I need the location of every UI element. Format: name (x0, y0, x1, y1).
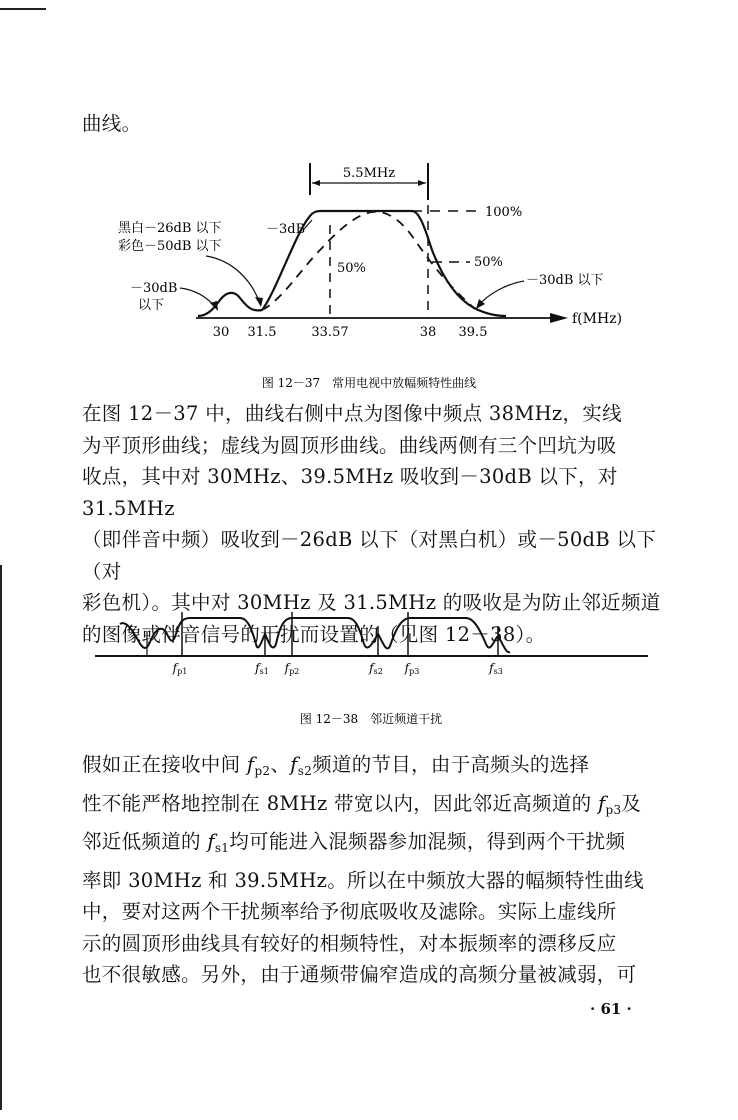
p2-line (82, 826, 664, 865)
p2-text: 、 (270, 753, 291, 776)
p2-text: 均可能进入混频器参加混频，得到两个干扰频 (229, 830, 626, 853)
label-50-left: 50% (337, 261, 366, 276)
p1-line: 的图像或伴音信号的干扰而设置的（见图 12－38）。 (82, 622, 546, 646)
tick-label-30: 30 (212, 325, 230, 340)
symbol-f: f (207, 830, 215, 853)
p1-line: 在图 12－37 中，曲线右侧中点为图像中频点 38MHz，实线 (82, 402, 622, 425)
p2-text: 假如正在接收中间 (82, 753, 247, 776)
symbol-sub: s1 (214, 841, 230, 855)
label-100: 100% (485, 205, 523, 220)
symbol-f: f (597, 791, 606, 815)
p2-text: 及 (621, 791, 642, 815)
bandwidth-label: 5.5MHz (342, 166, 396, 181)
p2-line: 示的圆顶形曲线具有较好的相频特性，对本振频率的漂移反应 (82, 931, 617, 955)
label-fs2: fs2 (369, 661, 383, 676)
p2-text: 频道的节目，由于高频头的选择 (312, 753, 590, 776)
symbol-sub: p3 (605, 802, 622, 817)
label-right-30db: －30dB 以下 (526, 273, 604, 288)
tick-label-33-57: 33.57 (311, 325, 349, 340)
p1-line: （即伴音中频）吸收到－26dB 以下（对黑白机）或－50dB 以下（对 (82, 528, 657, 583)
label-bw: 黑白－26dB 以下 (118, 221, 222, 236)
pointer-39-5 (478, 281, 524, 306)
label-minus3db: －3dB (266, 222, 306, 237)
bw-arrow-right (418, 180, 426, 186)
symbol-sub: s2 (297, 764, 313, 778)
pointer-31-5-head (255, 297, 263, 307)
label-50-right: 50% (474, 255, 503, 270)
tick-label-39-5: 39.5 (458, 325, 488, 340)
paragraph-1 (82, 398, 664, 650)
p2-line: 中，要对这两个干扰频率给予彻底吸收及滤除。实际上虚线所 (82, 900, 617, 923)
label-fp3: fp3 (404, 661, 420, 676)
figure1-caption: 图 12－37 常用电视中放幅频特性曲线 (261, 376, 477, 390)
label-left-30db-2: 以下 (138, 298, 165, 313)
p2-text: 邻近低频道的 (82, 830, 208, 853)
p2-line (82, 749, 664, 788)
page-number: · 61 · (590, 1000, 632, 1018)
label-fp2: fp2 (284, 661, 300, 676)
axis-arrow (550, 313, 568, 323)
label-fs3: fs3 (489, 661, 503, 676)
p2-line: 率即 30MHz 和 39.5MHz。所以在中频放大器的幅频特性曲线 (82, 868, 645, 892)
tick-label-38: 38 (419, 325, 437, 340)
top-text: 曲线。 (82, 112, 142, 135)
p1-line: 收点，其中对 30MHz、39.5MHz 吸收到－30dB 以下，对 31.5MHz (82, 465, 618, 520)
bw-arrow-left (312, 180, 320, 186)
p1-line: 为平顶形曲线；虚线为圆顶形曲线。曲线两侧有三个凹坑为吸 (82, 433, 617, 457)
pointer-31-5 (206, 256, 260, 304)
paragraph-2 (82, 749, 664, 991)
figure2-caption: 图 12－38 邻近频道干扰 (299, 712, 443, 726)
tick-label-31-5: 31.5 (247, 325, 277, 340)
label-fp1: fp1 (172, 661, 188, 676)
symbol-sub: p2 (254, 764, 271, 778)
symbol-f: f (246, 753, 255, 776)
symbol-f: f (290, 753, 298, 776)
p2-line (82, 788, 664, 827)
pointer-30 (180, 288, 216, 308)
p2-text: 性不能严格地控制在 8MHz 带宽以内，因此邻近高频道的 (82, 791, 598, 815)
label-left-30db-1: －30dB (130, 281, 178, 296)
p2-line: 也不很敏感。另外，由于通频带偏窄造成的高频分量被减弱，可 (82, 963, 637, 986)
axis-label: f(MHz) (572, 311, 623, 327)
label-color: 彩色－50dB 以下 (118, 239, 222, 254)
label-fs1: fs1 (255, 661, 269, 676)
p1-line: 彩色机）。其中对 30MHz 及 31.5MHz 的吸收是为防止邻近频道 (82, 591, 661, 614)
